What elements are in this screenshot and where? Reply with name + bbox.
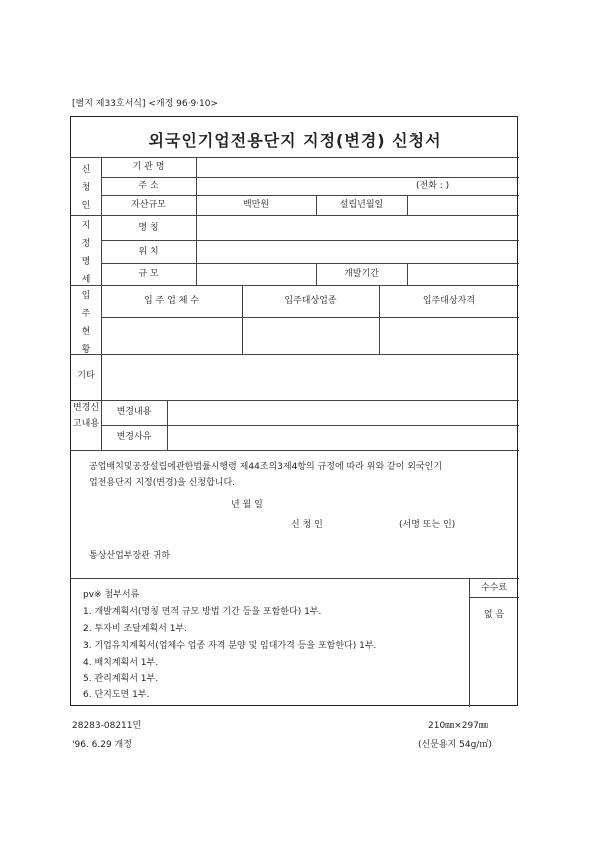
form-code: 28283-08211민 — [72, 721, 142, 731]
change-content-label: 변경내용 — [116, 407, 152, 417]
revision-date: '96. 6.29 개정 — [72, 740, 132, 750]
form-number: [별지 제33호서식] <개정 96·9·10> — [72, 99, 219, 109]
tenant-count-label: 입 주 업 체 수 — [144, 296, 199, 306]
fee-label: 수수료 — [480, 583, 508, 593]
attachment-item: 5. 관리계획서 1부. — [83, 674, 159, 684]
million-won-unit: 백만원 — [242, 200, 270, 210]
signature-seal-label: (서명 또는 인) — [399, 520, 456, 530]
asset-scale-label: 자산규모 — [131, 200, 166, 210]
dev-period-label: 개발기간 — [344, 269, 379, 279]
section-change: 변경신고내용 — [72, 403, 100, 429]
declaration-date: 년 월 일 — [231, 500, 263, 510]
change-reason-label: 변경사유 — [116, 432, 152, 442]
attachment-item: 4. 배치계획서 1부. — [83, 658, 159, 668]
declaration-line-1: 공업배치및공장설립에관한법률시행령 제44조의3제4항의 규정에 따라 위와 같이 외국인기 — [89, 462, 443, 472]
attachment-item: 1. 개발계획서(명칭 면적 규모 방법 기간 등을 포함한다) 1부. — [83, 607, 322, 617]
phone-label: (전화 : ) — [416, 181, 450, 191]
designation-scale-label: 규 모 — [138, 269, 159, 279]
designation-location-label: 위 치 — [138, 247, 159, 257]
form-title: 외국인기업전용단지 지정(변경) 신청서 — [148, 131, 442, 150]
org-name-label: 기 관 명 — [132, 162, 165, 172]
tenant-industry-label: 입주대상업종 — [284, 296, 337, 306]
attachment-item: 6. 단지도면 1부. — [83, 690, 150, 700]
fee-value: 없 음 — [483, 610, 505, 620]
application-form — [70, 116, 518, 706]
applicant-label: 신 청 인 — [291, 520, 323, 530]
attachment-item: 2. 투자비 조달계획서 1부. — [83, 624, 188, 634]
designation-name-label: 명 칭 — [138, 223, 159, 233]
paper-size: 210㎜×297㎜ — [428, 721, 488, 731]
addressee: 통상산업부장관 귀하 — [89, 551, 171, 561]
est-date-label: 설립년월일 — [339, 200, 384, 210]
paper-spec: (신문용지 54g/㎡) — [418, 740, 492, 750]
attachments-heading: pv※ 첨부서류 — [83, 590, 140, 600]
etc-label: 기타 — [77, 371, 95, 381]
tenant-qualification-label: 입주대상자격 — [422, 296, 476, 306]
section-designation: 지정명세 — [81, 221, 91, 285]
section-tenant: 입주현황 — [81, 291, 91, 355]
section-applicant: 신청인 — [81, 165, 91, 211]
address-label: 주 소 — [138, 181, 159, 191]
declaration-line-2: 업전용단지 지정(변경)을 신청합니다. — [89, 478, 236, 488]
attachment-item: 3. 기업유치계획서(업체수 업종 자격 분양 및 임대가격 등을 포함한다) 1부. — [83, 641, 377, 651]
